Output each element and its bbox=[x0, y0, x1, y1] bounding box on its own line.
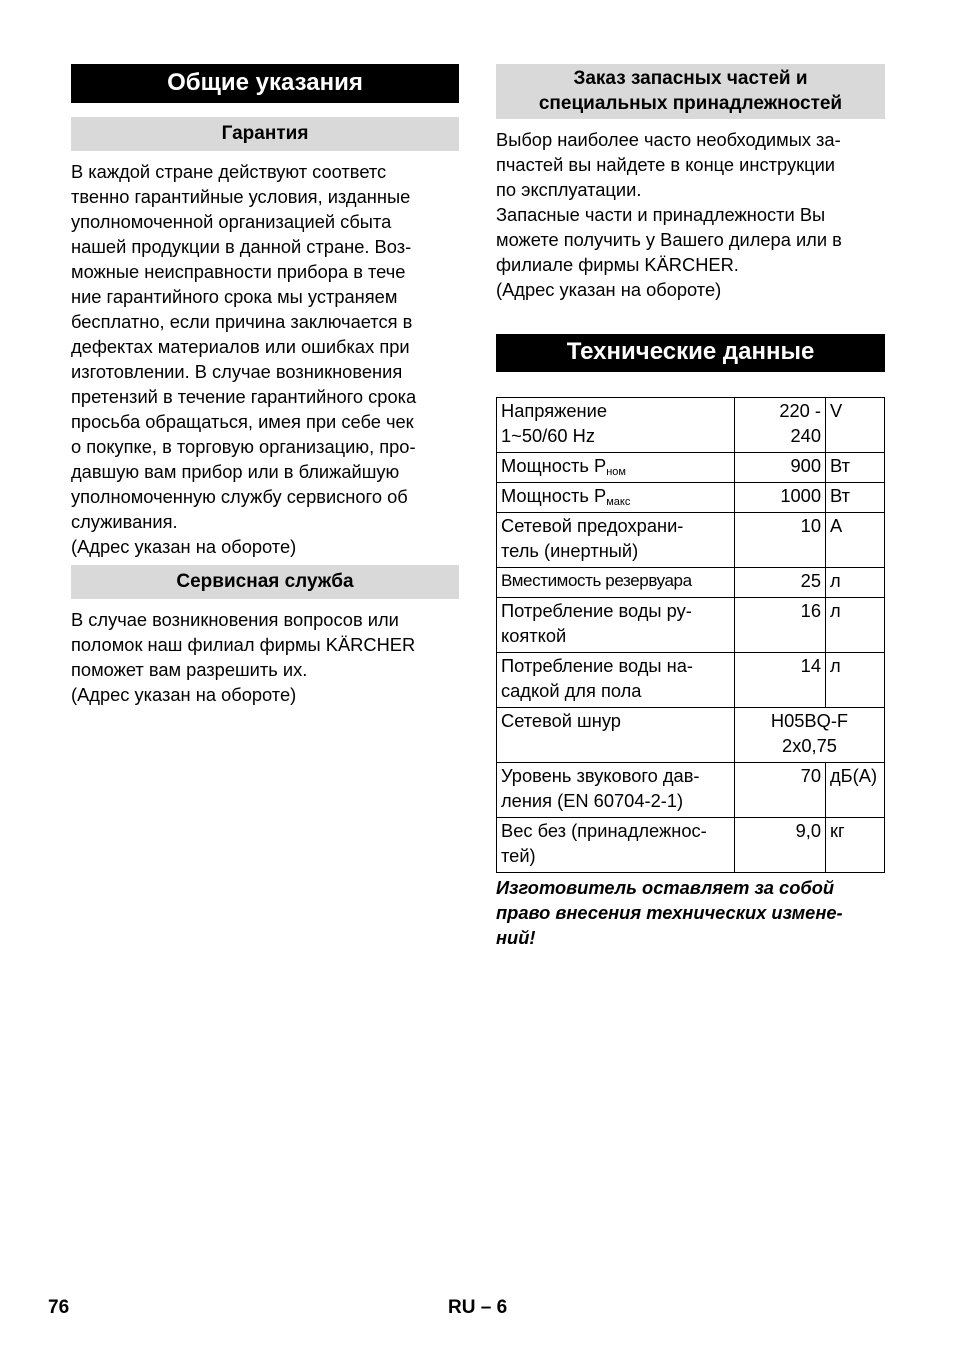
spec-label-subscript: макс bbox=[606, 496, 631, 508]
spec-value: 70 bbox=[735, 763, 826, 818]
spec-unit: л bbox=[826, 598, 885, 653]
table-row bbox=[497, 398, 885, 453]
spec-label-line: Уровень звукового дав- bbox=[501, 765, 700, 786]
spec-label-line: Сетевой шнур bbox=[501, 710, 621, 731]
spec-unit: л bbox=[826, 568, 885, 598]
spec-unit: л bbox=[826, 653, 885, 708]
text-line: твенно гарантийные условия, изданные bbox=[71, 186, 411, 207]
spec-label-line: садкой для пола bbox=[501, 680, 642, 701]
text-line: изготовлении. В случае возникновения bbox=[71, 361, 403, 382]
spec-value: 14 bbox=[735, 653, 826, 708]
spec-label bbox=[497, 818, 735, 873]
text-line: пчастей вы найдете в конце инструкции bbox=[496, 154, 835, 175]
parts-heading bbox=[496, 64, 885, 119]
spec-label-line: Потребление воды на- bbox=[501, 655, 693, 676]
section-marker: RU – 6 bbox=[448, 1297, 508, 1318]
text-line: давшую вам прибор или в ближайшую bbox=[71, 461, 400, 482]
spec-unit: Вт bbox=[826, 453, 885, 483]
text-line: дефектах материалов или ошибках при bbox=[71, 336, 410, 357]
spec-label-line: Напряжение bbox=[501, 400, 608, 421]
service-heading: Сервисная служба bbox=[71, 565, 459, 599]
text-line: по эксплуатации. bbox=[496, 179, 642, 200]
spec-label-line: ления (EN 60704-2-1) bbox=[501, 790, 684, 811]
right-column bbox=[496, 64, 885, 950]
text-line: бесплатно, если причина заключается в bbox=[71, 311, 413, 332]
spec-label bbox=[497, 513, 735, 568]
spec-unit: V bbox=[826, 398, 885, 453]
table-row bbox=[497, 708, 885, 763]
text-line: просьба обращаться, имея при себе чек bbox=[71, 411, 414, 432]
tech-table bbox=[496, 397, 885, 873]
warranty-text bbox=[71, 151, 459, 559]
table-row bbox=[497, 653, 885, 708]
spec-label bbox=[497, 453, 735, 483]
table-row bbox=[497, 568, 885, 598]
warranty-heading: Гарантия bbox=[71, 117, 459, 151]
left-column bbox=[71, 64, 459, 707]
spec-label-line: Сетевой предохрани- bbox=[501, 515, 684, 536]
table-row bbox=[497, 818, 885, 873]
spec-value: 16 bbox=[735, 598, 826, 653]
spec-unit: Вт bbox=[826, 483, 885, 513]
text-line: уполномоченную службу сервисного об bbox=[71, 486, 408, 507]
spec-label-line: Потребление воды ру- bbox=[501, 600, 692, 621]
text-line: уполномоченной организацией сбыта bbox=[71, 211, 392, 232]
text-line: нашей продукции в данной стране. Воз- bbox=[71, 236, 412, 257]
table-row bbox=[497, 598, 885, 653]
parts-heading-line: специальных принадлежностей bbox=[538, 93, 843, 114]
spec-value-line: 220 - bbox=[779, 400, 821, 421]
tech-heading: Технические данные bbox=[496, 334, 885, 372]
service-text bbox=[71, 599, 459, 707]
manufacturer-note bbox=[496, 875, 885, 950]
spec-value-line: 240 bbox=[790, 425, 821, 446]
spec-unit: дБ(A) bbox=[826, 763, 885, 818]
spec-value bbox=[735, 708, 885, 763]
spec-unit: кг bbox=[826, 818, 885, 873]
spec-label bbox=[497, 708, 735, 763]
table-row bbox=[497, 483, 885, 513]
text-line: о покупке, в торговую организацию, про- bbox=[71, 436, 416, 457]
note-line: право внесения технических измене- bbox=[496, 902, 843, 923]
text-line: ние гарантийного срока мы устраняем bbox=[71, 286, 398, 307]
general-heading: Общие указания bbox=[71, 64, 459, 103]
spec-value bbox=[735, 398, 826, 453]
table-row bbox=[497, 763, 885, 818]
spec-label-line: кояткой bbox=[501, 625, 567, 646]
spec-label-line: 1~50/60 Hz bbox=[501, 425, 596, 446]
spec-value: 25 bbox=[735, 568, 826, 598]
spec-label-line: тей) bbox=[501, 845, 536, 866]
spec-label-line: Вес без (принадлежнос- bbox=[501, 820, 707, 841]
text-line: Запасные части и принадлежности Вы bbox=[496, 204, 826, 225]
spec-value-line: 2x0,75 bbox=[782, 735, 837, 756]
spec-value: 10 bbox=[735, 513, 826, 568]
spec-label bbox=[497, 763, 735, 818]
text-line: (Адрес указан на обороте) bbox=[71, 536, 297, 557]
note-line: Изготовитель оставляет за собой bbox=[496, 877, 835, 898]
text-line: поломок наш филиал фирмы KÄRCHER bbox=[71, 634, 416, 655]
spec-label-line: тель (инертный) bbox=[501, 540, 639, 561]
text-line: (Адрес указан на обороте) bbox=[496, 279, 722, 300]
parts-heading-line: Заказ запасных частей и bbox=[573, 68, 808, 89]
text-line: филиале фирмы KÄRCHER. bbox=[496, 254, 739, 275]
text-line: служивания. bbox=[71, 511, 178, 532]
spec-label-line bbox=[501, 733, 730, 758]
text-line: В случае возникновения вопросов или bbox=[71, 609, 399, 630]
text-line: поможет вам разрешить их. bbox=[71, 659, 308, 680]
spec-unit: A bbox=[826, 513, 885, 568]
page-number: 76 bbox=[48, 1297, 70, 1318]
note-line: ний! bbox=[496, 927, 536, 948]
spec-value-line: H05BQ-F bbox=[770, 710, 849, 731]
spec-label-subscript: ном bbox=[606, 466, 626, 478]
text-line: (Адрес указан на обороте) bbox=[71, 684, 297, 705]
text-line: можные неисправности прибора в тече bbox=[71, 261, 406, 282]
spec-value: 9,0 bbox=[735, 818, 826, 873]
text-line: Выбор наиболее часто необходимых за- bbox=[496, 129, 841, 150]
spec-value: 1000 bbox=[735, 483, 826, 513]
spec-value: 900 bbox=[735, 453, 826, 483]
table-row bbox=[497, 513, 885, 568]
text-line: можете получить у Вашего дилера или в bbox=[496, 229, 842, 250]
spec-label bbox=[497, 653, 735, 708]
table-row bbox=[497, 453, 885, 483]
text-line: претензий в течение гарантийного срока bbox=[71, 386, 417, 407]
spec-label-text: Мощность P bbox=[501, 455, 607, 476]
spec-label bbox=[497, 398, 735, 453]
text-line: В каждой стране действуют соответс bbox=[71, 161, 387, 182]
parts-text bbox=[496, 119, 885, 302]
spec-label: Вместимость резервуара bbox=[497, 568, 735, 598]
spec-label bbox=[497, 598, 735, 653]
spec-label bbox=[497, 483, 735, 513]
spec-label-text: Мощность P bbox=[501, 485, 607, 506]
